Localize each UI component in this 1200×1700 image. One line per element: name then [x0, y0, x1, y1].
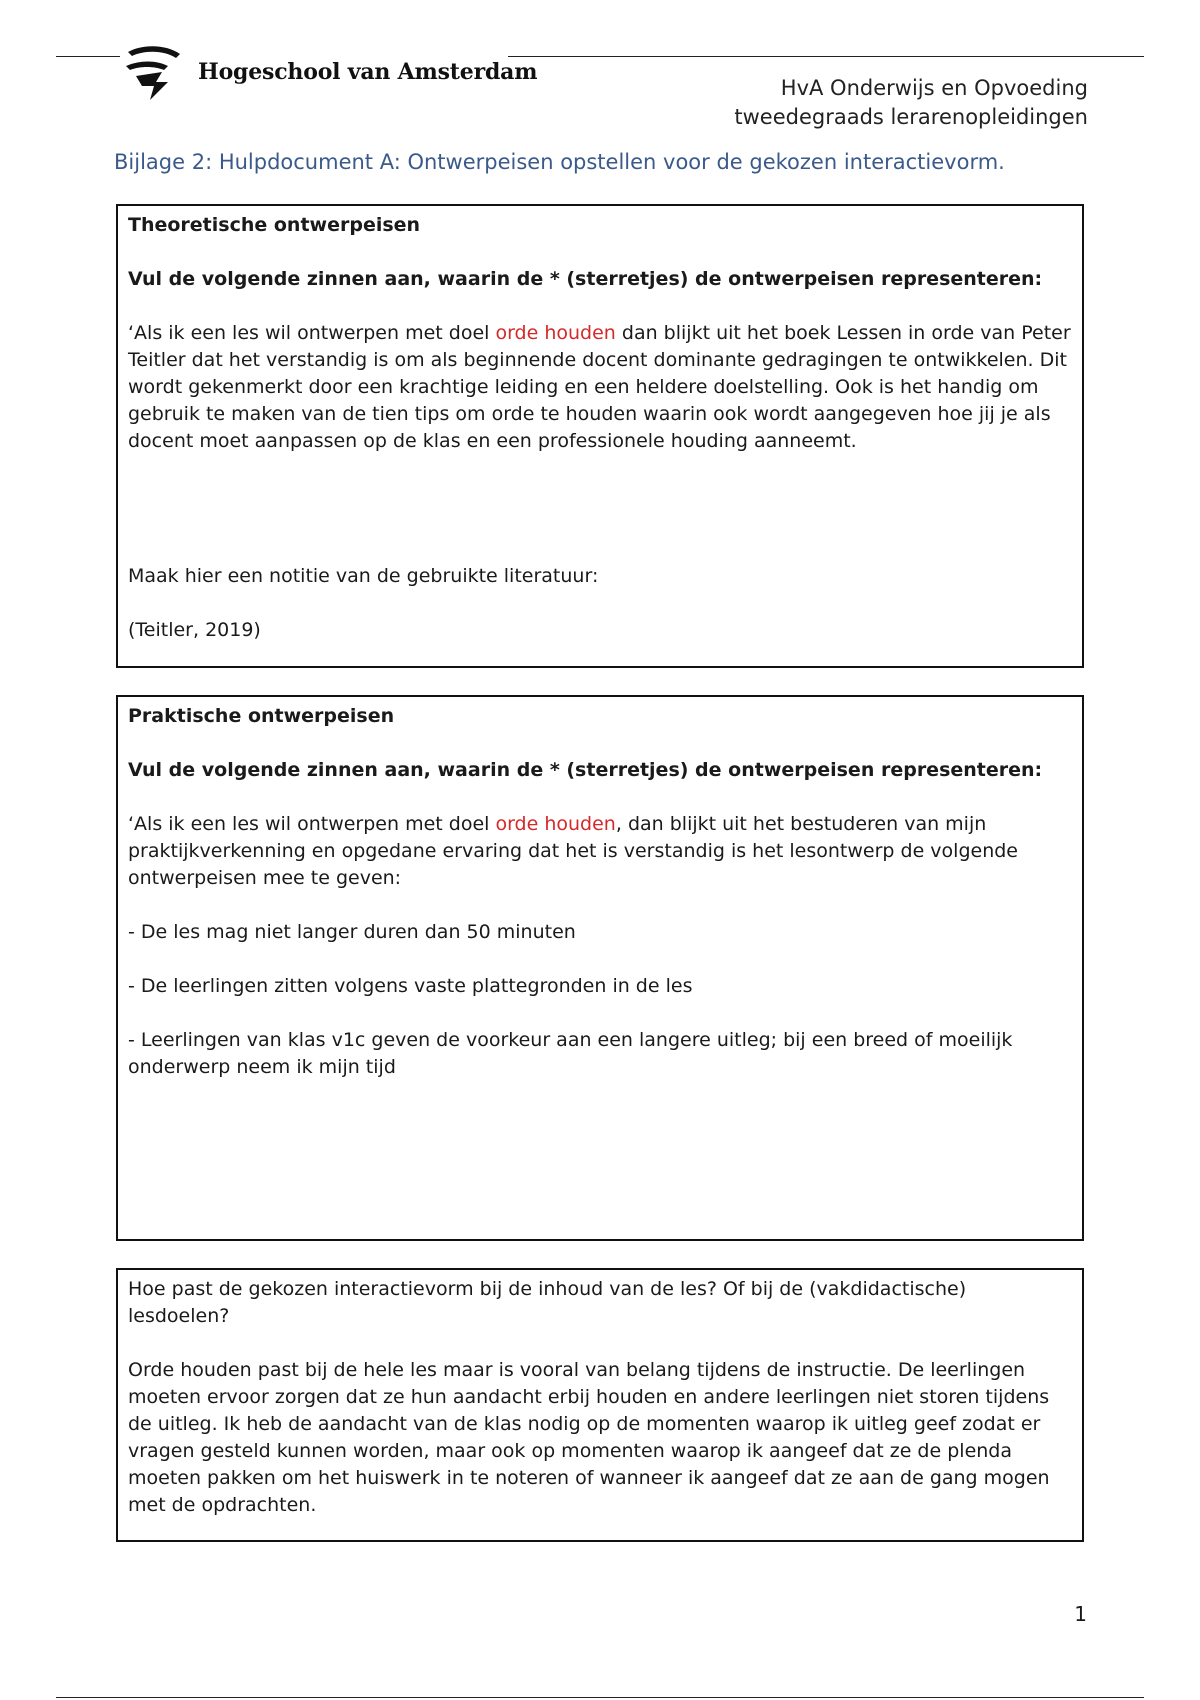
- practical-requirements-box: [116, 695, 1084, 1241]
- list-item: - De les mag niet langer duren dan 50 minuten: [128, 921, 576, 943]
- lesson-fit-box: [116, 1268, 1084, 1542]
- hva-logo-icon: [122, 42, 186, 102]
- footer-rule: [56, 1697, 1144, 1698]
- header-rule-right: [508, 56, 1144, 57]
- appendix-caption: Bijlage 2: Hulpdocument A: Ontwerpeisen opstellen voor de gekozen interactievorm.: [114, 150, 1005, 174]
- logo-text: Hogeschool van Amsterdam: [198, 59, 538, 85]
- theoretical-title: Theoretische ontwerpeisen: [128, 214, 421, 236]
- department-name: tweedegraads lerarenopleidingen: [734, 105, 1088, 129]
- header-institution: [734, 74, 1088, 132]
- page-number: 1: [1074, 1602, 1087, 1626]
- practical-text-post: , dan blijkt uit het bestuderen van mijn praktijkverkenning en opgedane ervaring dat het is verstandig is het lesontwerp de volgende ontwerpeisen mee te geven:: [128, 813, 1018, 889]
- theoretical-text-post: dan blijkt uit het boek Lessen in orde van Peter Teitler dat het verstandig is om als beginnende docent dominante gedragingen te ontwikkelen. Dit wordt gekenmerkt door een krachtige leiding en een heldere doelstelling. Ook is het handig om gebruik te maken van de tien tips om orde te houden waarin ook wordt aangegeven hoe jij je als docent moet aanpassen op de klas en een professionele houding aanneemt.: [128, 322, 1071, 452]
- list-item: - De leerlingen zitten volgens vaste plattegronden in de les: [128, 975, 693, 997]
- theoretical-instruction: Vul de volgende zinnen aan, waarin de * (sterretjes) de ontwerpeisen representeren:: [128, 268, 1043, 290]
- theoretical-goal: orde houden: [495, 322, 616, 344]
- literature-label: Maak hier een notitie van de gebruikte literatuur:: [128, 565, 599, 587]
- list-item: - Leerlingen van klas v1c geven de voorkeur aan een langere uitleg; bij een breed of moeilijk onderwerp neem ik mijn tijd: [128, 1029, 1013, 1078]
- theoretical-requirements-box: [116, 204, 1084, 668]
- theoretical-text-pre: ‘Als ik een les wil ontwerpen met doel: [128, 322, 496, 344]
- practical-goal: orde houden: [495, 813, 616, 835]
- practical-text-pre: ‘Als ik een les wil ontwerpen met doel: [128, 813, 496, 835]
- faculty-name: HvA Onderwijs en Opvoeding: [780, 76, 1088, 100]
- literature-reference: (Teitler, 2019): [128, 619, 261, 641]
- hva-logo: [122, 42, 537, 102]
- theoretical-text: [128, 320, 1072, 455]
- lesson-fit-question: Hoe past de gekozen interactievorm bij de inhoud van de les? Of bij de (vakdidactische) lesdoelen?: [128, 1278, 967, 1327]
- practical-instruction: Vul de volgende zinnen aan, waarin de * (sterretjes) de ontwerpeisen representeren:: [128, 759, 1043, 781]
- practical-title: Praktische ontwerpeisen: [128, 705, 395, 727]
- lesson-fit-answer: Orde houden past bij de hele les maar is vooral van belang tijdens de instructie. De leerlingen moeten ervoor zorgen dat ze hun aandacht erbij houden en andere leerlingen niet storen tijdens de uitleg. Ik heb de aandacht van de klas nodig op de momenten waarop ik uitleg geef zodat er vragen gesteld kunnen worden, maar ook op momenten waarop ik aangeef dat ze de plenda moeten pakken om het huiswerk in te noteren of wanneer ik aangeef dat ze aan de gang mogen met de opdrachten.: [128, 1359, 1050, 1516]
- header-rule-left: [56, 56, 120, 57]
- practical-text: [128, 811, 1072, 892]
